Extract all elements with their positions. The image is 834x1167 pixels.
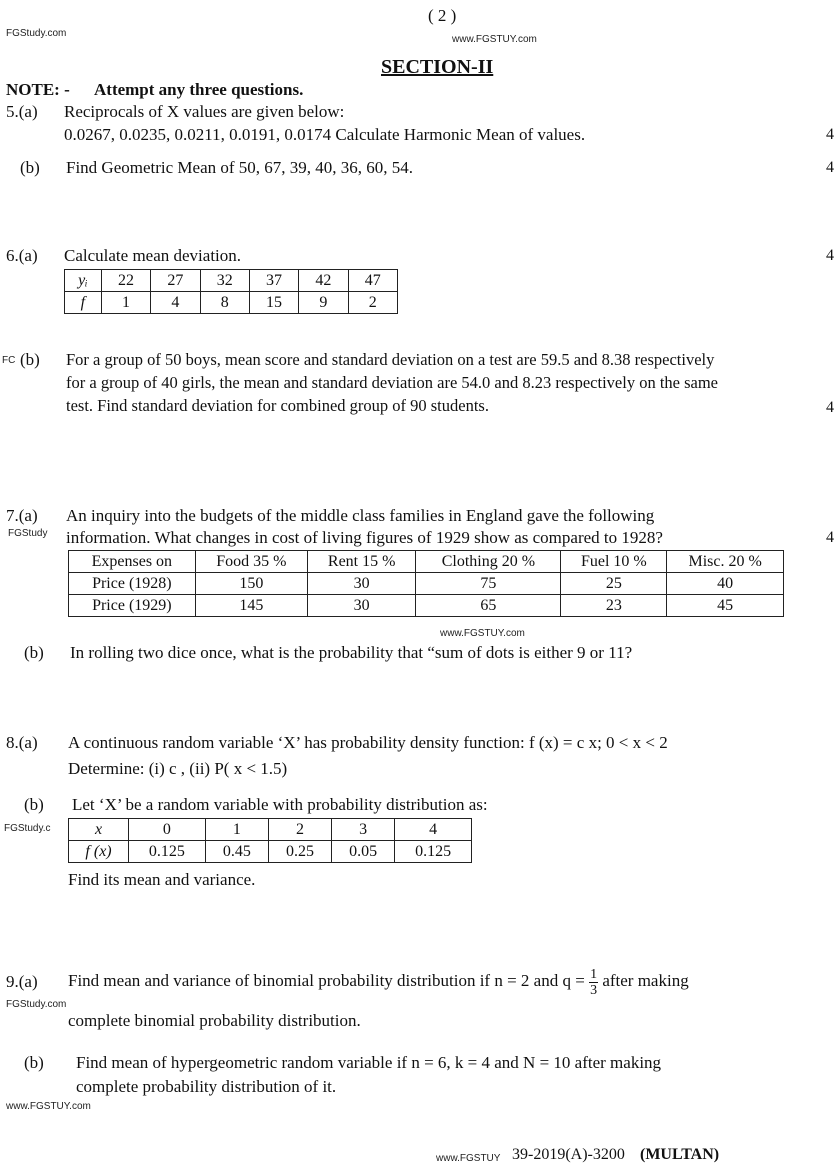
table-cell: 1 <box>205 819 268 841</box>
table-cell: 32 <box>200 270 249 292</box>
marks: 4 <box>826 247 834 264</box>
watermark: www.FGSTUY.com <box>440 628 525 639</box>
table-cell: x <box>69 819 129 841</box>
table-cell: Misc. 20 % <box>667 551 784 573</box>
watermark: FGStudy.com <box>6 28 67 39</box>
table-cell: Rent 15 % <box>307 551 415 573</box>
note-text: Attempt any three questions. <box>94 80 304 99</box>
table-cell: 0.125 <box>129 841 206 863</box>
question-label: (b) <box>20 350 40 369</box>
table-cell: Price (1929) <box>69 595 196 617</box>
question-text: Find mean of hypergeometric random variable if n = 6, k = 4 and N = 10 after making <box>76 1053 662 1072</box>
table-cell: 150 <box>195 573 307 595</box>
table-row <box>65 270 398 292</box>
fraction-numerator: 1 <box>590 966 598 982</box>
question-text: An inquiry into the budgets of the middle class families in England gave the following <box>66 506 655 525</box>
table-cell: f <box>65 292 102 314</box>
table-cell: 0.125 <box>395 841 472 863</box>
fraction-denominator: 3 <box>590 982 598 998</box>
question-text: for a group of 40 girls, the mean and standard deviation are 54.0 and 8.23 respectively on the same <box>66 373 719 392</box>
table-row <box>69 573 784 595</box>
watermark: FC <box>2 355 16 366</box>
question-text: Calculate mean deviation. <box>64 246 242 265</box>
question-label: 5.(a) <box>6 102 38 121</box>
watermark: www.FGSTUY.com <box>6 1101 91 1112</box>
watermark: FGStudy.com <box>6 999 67 1010</box>
watermark: www.FGSTUY.com <box>452 34 537 45</box>
question-label: (b) <box>24 795 44 814</box>
marks: 4 <box>826 399 834 416</box>
table-cell: 15 <box>249 292 298 314</box>
table-cell: 65 <box>416 595 561 617</box>
table-row <box>65 292 398 314</box>
table-row <box>69 551 784 573</box>
marks: 4 <box>826 159 834 176</box>
page-number: ( 2 ) <box>428 6 457 25</box>
text: after making <box>602 971 689 990</box>
table-cell: Price (1928) <box>69 573 196 595</box>
table-cell: 27 <box>151 270 200 292</box>
question-text: Determine: (i) c , (ii) P( x < 1.5) <box>68 759 288 778</box>
question-text: Let ‘X’ be a random variable with probability distribution as: <box>72 795 488 814</box>
table-cell: 47 <box>348 270 397 292</box>
question-text: information. What changes in cost of living figures of 1929 show as compared to 1928? <box>66 528 663 547</box>
question-label: 9.(a) <box>6 972 38 991</box>
table-cell: 4 <box>395 819 472 841</box>
table-cell: 45 <box>667 595 784 617</box>
table-cell: 30 <box>307 595 415 617</box>
question-label: 6.(a) <box>6 246 38 265</box>
question-text: Find Geometric Mean of 50, 67, 39, 40, 36, 60, 54. <box>66 158 414 177</box>
table-cell: 30 <box>307 573 415 595</box>
question-text: Find its mean and variance. <box>68 870 256 889</box>
table-cell: f (x) <box>69 841 129 863</box>
table-cell: Clothing 20 % <box>416 551 561 573</box>
marks: 4 <box>826 529 834 546</box>
question-text: complete probability distribution of it. <box>76 1077 337 1096</box>
question-text: In rolling two dice once, what is the probability that “sum of dots is either 9 or 11? <box>70 643 633 662</box>
table-cell: 2 <box>268 819 331 841</box>
table-cell: 145 <box>195 595 307 617</box>
question-text: For a group of 50 boys, mean score and standard deviation on a test are 59.5 and 8.38 respectively <box>66 350 715 369</box>
question-text: complete binomial probability distribution. <box>68 1011 361 1030</box>
paper-city: (MULTAN) <box>640 1146 720 1163</box>
table-cell: Food 35 % <box>195 551 307 573</box>
question-label: (b) <box>20 158 40 177</box>
question-text <box>68 964 689 998</box>
question-label: 8.(a) <box>6 733 38 752</box>
data-table <box>64 269 398 314</box>
table-cell: 1 <box>101 292 150 314</box>
table-cell: 2 <box>348 292 397 314</box>
section-title: SECTION-II <box>381 56 494 78</box>
table-cell: 4 <box>151 292 200 314</box>
table-cell: 37 <box>249 270 298 292</box>
question-label: (b) <box>24 643 44 662</box>
question-label: 7.(a) <box>6 506 38 525</box>
table-cell: 40 <box>667 573 784 595</box>
table-cell: 23 <box>561 595 667 617</box>
table-cell: 42 <box>299 270 348 292</box>
table-cell: 8 <box>200 292 249 314</box>
table-cell: 25 <box>561 573 667 595</box>
table-cell: 3 <box>332 819 395 841</box>
question-text: A continuous random variable ‘X’ has probability density function: f (x) = c x; 0 < x < 2 <box>68 733 668 752</box>
watermark: FGStudy.c <box>4 823 51 834</box>
table-cell: 22 <box>101 270 150 292</box>
table-cell: Fuel 10 % <box>561 551 667 573</box>
table-cell: 9 <box>299 292 348 314</box>
table-cell: Expenses on <box>69 551 196 573</box>
table-cell: 0 <box>129 819 206 841</box>
marks: 4 <box>826 126 834 143</box>
table-row <box>69 595 784 617</box>
table-row <box>69 841 472 863</box>
note-label: NOTE: - <box>6 80 70 99</box>
table-cell: 75 <box>416 573 561 595</box>
table-cell: 0.45 <box>205 841 268 863</box>
question-text: 0.0267, 0.0235, 0.0211, 0.0191, 0.0174 Calculate Harmonic Mean of values. <box>64 125 586 144</box>
watermark: FGStudy <box>8 528 48 539</box>
text: Find mean and variance of binomial probability distribution if n = 2 and q = <box>68 971 590 990</box>
question-label: (b) <box>24 1053 44 1072</box>
table-row <box>69 819 472 841</box>
table-cell: yᵢ <box>65 270 102 292</box>
data-table <box>68 550 784 617</box>
data-table <box>68 818 472 863</box>
table-cell: 0.25 <box>268 841 331 863</box>
watermark: www.FGSTUY <box>436 1153 501 1164</box>
question-text: Reciprocals of X values are given below: <box>64 102 345 121</box>
paper-code: 39-2019(A)-3200 <box>512 1146 625 1163</box>
table-cell: 0.05 <box>332 841 395 863</box>
question-text: test. Find standard deviation for combined group of 90 students. <box>66 396 489 415</box>
